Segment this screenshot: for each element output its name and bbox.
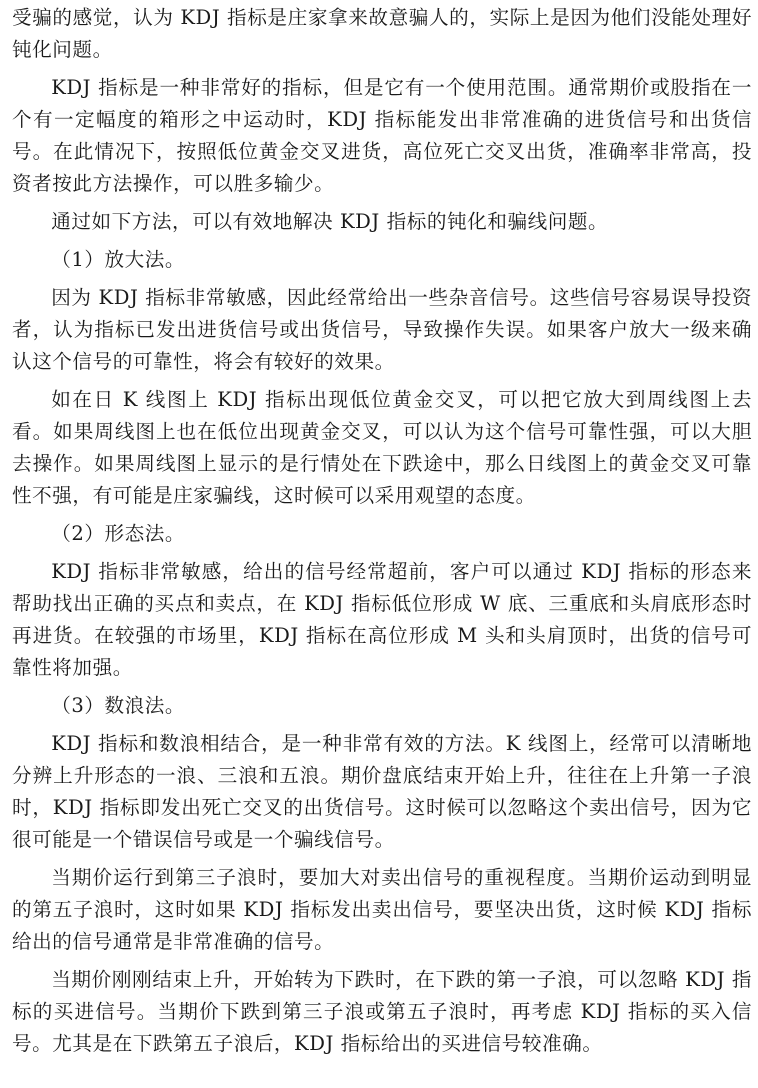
paragraph-continued: 受骗的感觉，认为 KDJ 指标是庄家拿来故意骗人的，实际上是因为他们没能处理好钝化问题。 [12,6,752,61]
paragraph-wave-count-1: KDJ 指标和数浪相结合，是一种非常有效的方法。K 线图上，经常可以清晰地分辨上升形态的一浪、三浪和五浪。期价盘底结束开始上升，往往在上升第一子浪时，KDJ 指标即发出死亡交叉的出货信号。这时候可以忽略这个卖出信号，因为它很可能是一个错误信号或是一个骗线信号。 [12,732,752,851]
section-heading-wave-count: （3）数浪法。 [51,694,186,717]
document-page [12,2,752,1066]
paragraph-solutions-intro: 通过如下方法，可以有效地解决 KDJ 指标的钝化和骗线问题。 [51,210,609,233]
paragraph-magnify-1: 因为 KDJ 指标非常敏感，因此经常给出一些杂音信号。这些信号容易误导投资者，认为指标已发出进货信号或出货信号，导致操作失误。如果客户放大一级来确认这个信号的可靠性，将会有较好的效果。 [12,286,752,373]
paragraph-magnify-2: 如在日 K 线图上 KDJ 指标出现低位黄金交叉，可以把它放大到周线图上去看。如果周线图上也在低位出现黄金交叉，可以认为这个信号可靠性强，可以大胆去操作。如果周线图上显示的是行情处在下跌途中，那么日线图上的黄金交叉可靠性不强，有可能是庄家骗线，这时候可以采用观望的态度。 [12,388,752,507]
section-heading-pattern: （2）形态法。 [51,522,186,545]
paragraph-wave-count-2: 当期价运行到第三子浪时，要加大对卖出信号的重视程度。当期价运动到明显的第五子浪时，这时如果 KDJ 指标发出卖出信号，要坚决出货，这时候 KDJ 指标给出的信号通常是非常准确的信号。 [12,866,752,953]
paragraph-kdj-usage-range: KDJ 指标是一种非常好的指标，但是它有一个使用范围。通常期价或股指在一个有一定幅度的箱形之中运动时，KDJ 指标能发出非常准确的进货信号和出货信号。在此情况下，按照低位黄金交叉进货，高位死亡交叉出货，准确率非常高，投资者按此方法操作，可以胜多输少。 [12,76,752,195]
section-heading-magnify: （1）放大法。 [51,248,186,271]
paragraph-wave-count-3: 当期价刚刚结束上升，开始转为下跌时，在下跌的第一子浪，可以忽略 KDJ 指标的买进信号。当期价下跌到第三子浪或第五子浪时，再考虑 KDJ 指标的买入信号。尤其是在下跌第五子浪后，KDJ 指标给出的买进信号较准确。 [12,968,752,1055]
paragraph-pattern: KDJ 指标非常敏感，给出的信号经常超前，客户可以通过 KDJ 指标的形态来帮助找出正确的买点和卖点，在 KDJ 指标低位形成 W 底、三重底和头肩底形态时再进货。在较强的市场里，KDJ 指标在高位形成 M 头和头肩顶时，出货的信号可靠性将加强。 [12,560,752,679]
